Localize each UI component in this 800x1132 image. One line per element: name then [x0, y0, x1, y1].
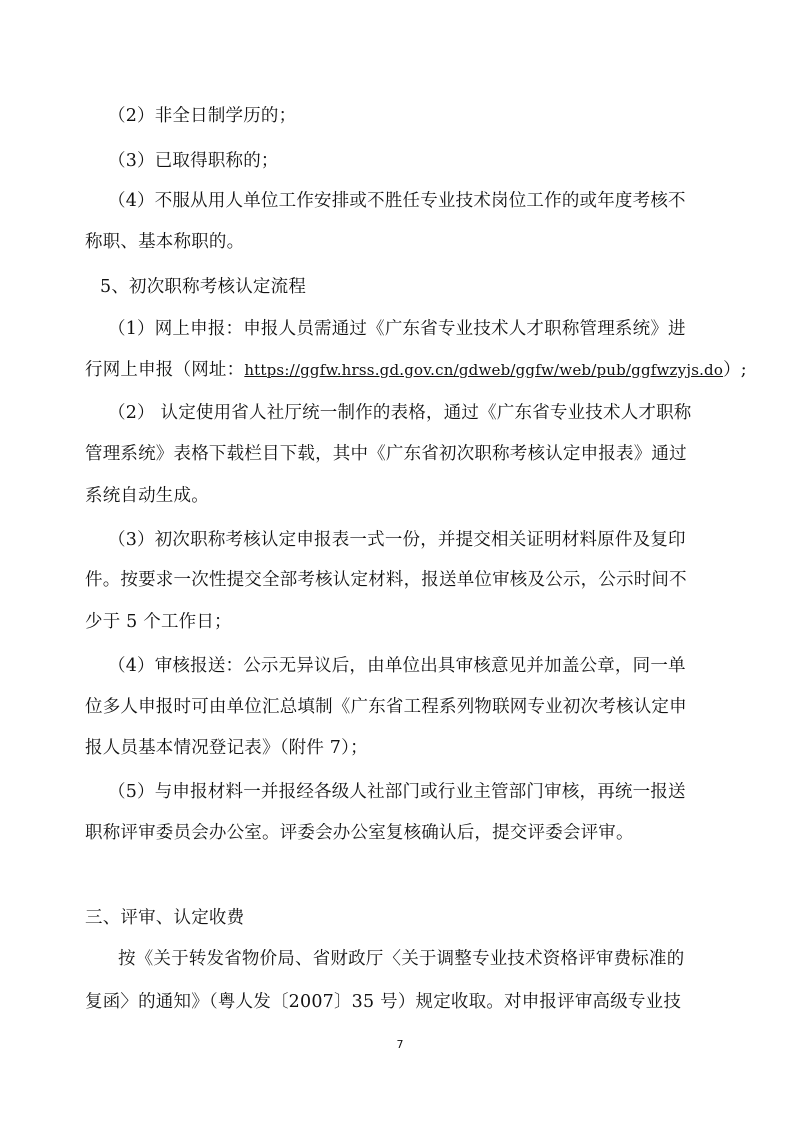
- step-1-suffix: ）;: [723, 360, 747, 380]
- list-item-3: （3）已取得职称的；: [108, 151, 279, 171]
- step-2-line3: 系统自动生成。: [85, 486, 209, 506]
- step-5-line2: 职称评审委员会办公室。评委会办公室复核确认后，提交评委会评审。: [85, 823, 634, 843]
- step-4-line1: （4）审核报送：公示无异议后，由单位出具审核意见并加盖公章，同一单: [108, 656, 686, 676]
- fee-paragraph-line2: 复函〉的通知》（粤人发〔2007〕35 号）规定收取。对申报评审高级专业技: [85, 992, 682, 1012]
- list-item-4-line2: 称职、基本称职的。: [85, 232, 245, 252]
- step-1-line2: [85, 358, 747, 382]
- step-3-line3: 少于 5 个工作日；: [85, 612, 232, 632]
- step-1-prefix: 行网上申报（网址：: [85, 360, 245, 380]
- section-3-heading: 三、评审、认定收费: [85, 908, 245, 928]
- page-number: 7: [396, 1038, 404, 1051]
- list-item-2: （2）非全日制学历的；: [108, 106, 297, 126]
- fee-paragraph-line1: 按《关于转发省物价局、省财政厅〈关于调整专业技术资格评审费标准的: [118, 949, 685, 969]
- step-1-line1: （1）网上申报：申报人员需通过《广东省专业技术人才职称管理系统》进: [108, 319, 686, 339]
- step-2-line1: （2） 认定使用省人社厅统一制作的表格，通过《广东省专业技术人才职称: [108, 403, 692, 423]
- list-item-4-line1: （4）不服从用人单位工作安排或不胜任专业技术岗位工作的或年度考核不: [108, 191, 686, 211]
- step-3-line1: （3）初次职称考核认定申报表一式一份，并提交相关证明材料原件及复印: [108, 530, 686, 550]
- step-4-line2: 位多人申报时可由单位汇总填制《广东省工程系列物联网专业初次考核认定申: [85, 697, 687, 717]
- system-url-link[interactable]: https://ggfw.hrss.gd.gov.cn/gdweb/ggfw/web/pub/ggfwzyjs.do: [244, 361, 724, 379]
- step-3-line2: 件。按要求一次性提交全部考核认定材料，报送单位审核及公示，公示时间不: [85, 570, 687, 590]
- step-2-line2: 管理系统》表格下载栏目下载，其中《广东省初次职称考核认定申报表》通过: [85, 444, 687, 464]
- section-5-heading: 5、初次职称考核认定流程: [100, 277, 307, 297]
- step-4-line3: 报人员基本情况登记表》（附件 7）；: [85, 738, 368, 758]
- step-5-line1: （5）与申报材料一并报经各级人社部门或行业主管部门审核，再统一报送: [108, 782, 686, 802]
